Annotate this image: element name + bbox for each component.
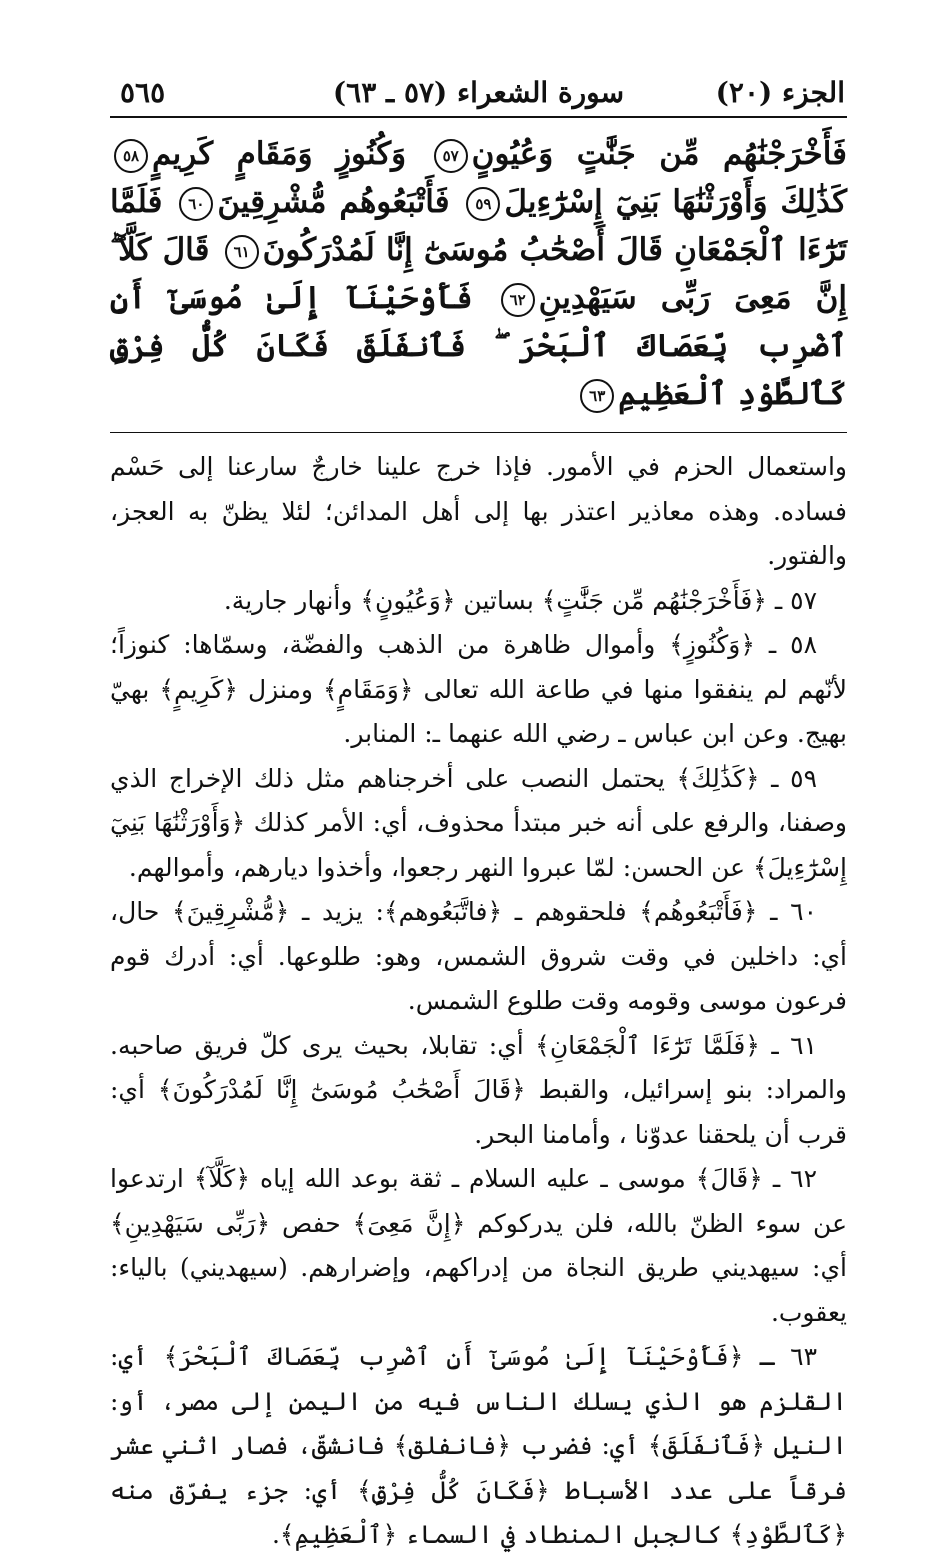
- surah-title: سورة الشعراء (٥٧ ـ ٦٣): [332, 76, 625, 109]
- verse: [430, 136, 847, 172]
- ayah-number-marker: ٥٧: [434, 139, 468, 173]
- ayah-number-marker: ٦٠: [179, 187, 213, 221]
- verse-text: فَأَخْرَجْنَٰهُم مِّن جَنَّٰتٍ وَعُيُونٍ: [471, 136, 847, 172]
- juz-label: الجزء (٢٠): [715, 76, 845, 109]
- verse: [175, 184, 449, 220]
- verse-text: قَالَ كَلَّآ ۖ إِنَّ مَعِىَ رَبِّى سَيَهْدِينِ: [110, 232, 847, 316]
- tafsir-commentary: [110, 433, 847, 1558]
- verse-text: فَلَمَّا تَرَٰٓءَا ٱلْجَمْعَانِ قَالَ أَصْحَٰبُ مُوسَىٰٓ إِنَّا لَمُدْرَكُونَ: [110, 184, 848, 268]
- verse: [462, 184, 847, 220]
- verse-text: وَكُنُوزٍ وَمَقَامٍ كَرِيمٍ: [152, 136, 407, 172]
- commentary-entry-58: ٥٨ ـ ﴿وَكُنُوزٍ﴾ وأموال ظاهرة من الذهب والفضّة، وسمّاها: كنوزاً؛ لأنّهم لم ينفقوا منها في طاعة الله تعالى ﴿وَمَقَامٍ﴾ ومنزل ﴿كَرِيمٍ﴾ بهيّ بهيج. وعن ابن عباس ـ رضي الله عنهما ـ: المنابر.: [110, 630, 847, 748]
- page-number: ٥٦٥: [120, 76, 166, 109]
- commentary-continuation: واستعمال الحزم في الأمور. فإذا خرج علينا خارجٌ سارعنا إلى حَسْم فساده. وهذه معاذير اعتذر بها إلى أهل المدائن؛ لئلا يظنّ به العجز، والفتور.: [110, 452, 847, 570]
- commentary-entry-61: ٦١ ـ ﴿فَلَمَّا تَرَٰٓءَا ٱلْجَمْعَانِ﴾ أي: تقابلا، بحيث يرى كلّ فريق صاحبه. والمراد: بنو إسرائيل، والقبط ﴿قَالَ أَصْحَٰبُ مُوسَىٰٓ إِنَّا لَمُدْرَكُونَ﴾ أي: قرب أن يلحقنا عدوّنا ، وأمامنا البحر.: [110, 1030, 847, 1149]
- ayah-number-marker: ٦٢: [501, 283, 535, 317]
- commentary-entry-63: ٦٣ ـ ﴿فَأَوْحَيْنَآ إِلَىٰ مُوسَىٰٓ أَنِ ٱضْرِب بِّعَصَاكَ ٱلْبَحْرَ﴾ أي: القلزم هو الذي يسلك الناس فيه من اليمن إلى مصر، أو: النيل ﴿فَٱنفَلَقَ﴾ أي: فضرب ﴿فانفلق﴾ فانشقّ، فصار اثني عشر فرقاً على عدد الأسباط ﴿فَكَانَ كُلُّ فِرْقٍ﴾ أي: جزء يفرّق منه ﴿كَٱلطَّوْدِ﴾ كالجبل المنطاد في السماء ﴿ٱلْعَظِيمِ﴾.: [110, 1342, 847, 1549]
- ayah-number-marker: ٥٨: [114, 139, 148, 173]
- ayah-number-marker: ٦١: [225, 235, 259, 269]
- commentary-entry-57: ٥٧ ـ ﴿فَأَخْرَجْنَٰهُم مِّن جَنَّٰتٍ﴾ بساتين ﴿وَعُيُونٍ﴾ وأنهار جارية.: [223, 585, 817, 615]
- verse-text: فَأَتْبَعُوهُم مُّشْرِقِينَ: [217, 184, 450, 220]
- commentary-entry-60: ٦٠ ـ ﴿فَأَتْبَعُوهُم﴾ فلحقوهم ـ ﴿فاتَّبَعُوهم﴾: يزيد ـ ﴿مُّشْرِقِينَ﴾ حال، أي: داخلين في وقت شروق الشمس، وهو: طلوعها. أي: أدرك قوم فرعون موسى وقومه وقت طلوع الشمس.: [110, 897, 848, 1015]
- ayah-number-marker: ٥٩: [466, 187, 500, 221]
- commentary-entry-59: ٥٩ ـ ﴿كَذَٰلِكَ﴾ يحتمل النصب على أخرجناهم مثل ذلك الإخراج الذي وصفنا، والرفع على أنه خبر مبتدأ محذوف، أي: الأمر كذلك ﴿وَأَوْرَثْنَٰهَا بَنِيٓ إِسْرَٰٓءِيلَ﴾ عن الحسن: لمّا عبروا النهر رجعوا، وأخذوا ديارهم، وأموالهم.: [110, 763, 847, 882]
- quran-verses-block: [110, 118, 847, 433]
- running-header: [110, 70, 847, 118]
- verse-text: فَأَوْحَيْنَآ إِلَىٰ مُوسَىٰٓ أَنِ ٱضْرِب بِّعَصَاكَ ٱلْبَحْرَ ۖ فَٱنفَلَقَ فَكَانَ كُلُّ فِرْقٍ كَٱلطَّوْدِ ٱلْعَظِيمِ: [110, 280, 847, 412]
- verse: [110, 136, 406, 172]
- ayah-number-marker: ٦٣: [580, 379, 614, 413]
- commentary-entry-62: ٦٢ ـ ﴿قَالَ﴾ موسى ـ عليه السلام ـ ثقة بوعد الله إياه ﴿كَلَّآ﴾ ارتدعوا عن سوء الظنّ بالله، فلن يدركوكم ﴿إِنَّ مَعِىَ﴾ حفص ﴿رَبِّى سَيَهْدِينِ﴾ أي: سيهديني طريق النجاة من إدراكهم، وإضرارهم. (سيهديني) بالياء: يعقوب.: [110, 1164, 847, 1327]
- verse-text: كَذَٰلِكَ وَأَوْرَثْنَٰهَا بَنِيٓ إِسْرَٰٓءِيلَ: [504, 184, 848, 220]
